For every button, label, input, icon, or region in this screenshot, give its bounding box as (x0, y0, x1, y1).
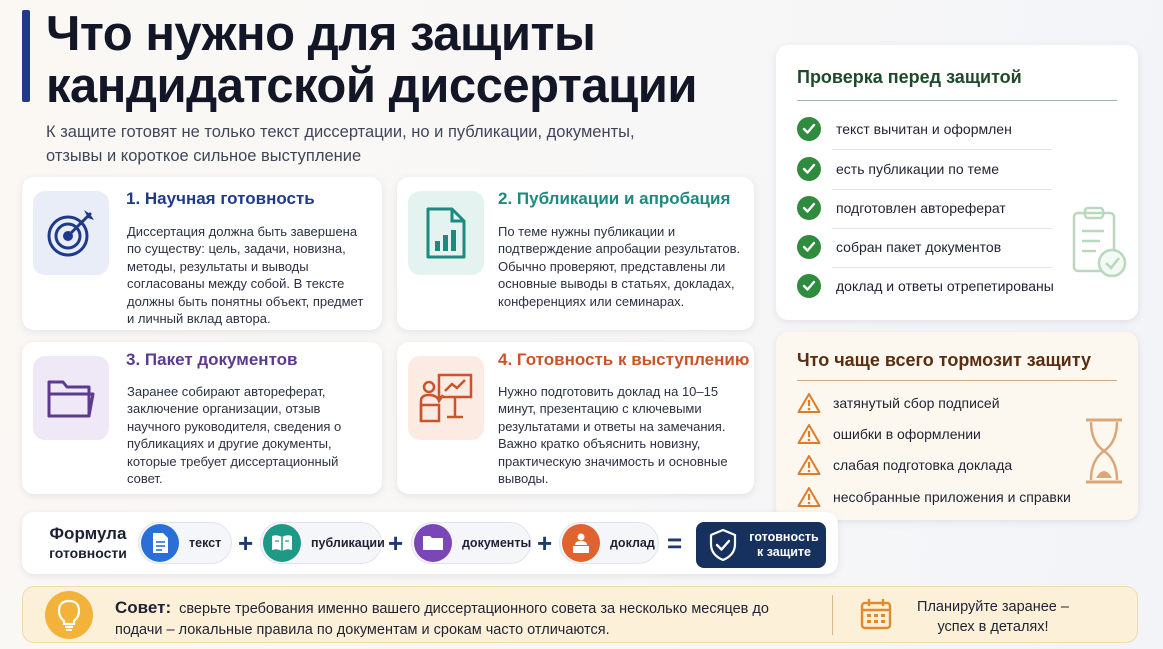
folder-icon (414, 524, 452, 562)
risk-item-label: затянутый сбор подписей (833, 395, 1000, 411)
checklist-item (797, 154, 999, 184)
risks-title: Что чаще всего тормозит защиту (797, 350, 1092, 370)
card-documents (22, 342, 382, 494)
formula-term-documents (411, 522, 531, 564)
readiness-formula (22, 512, 838, 574)
check-icon (797, 235, 821, 259)
presentation-icon (408, 356, 484, 440)
card-text: По теме нужны публикации и подтверждение апробации результатов. Обычно проверяют, представлены ли основные выводы в статьях, докладах, конференциях или семинарах. (498, 224, 741, 309)
checklist-item (797, 114, 1012, 144)
calendar-icon (859, 597, 893, 631)
speaker-icon (562, 524, 600, 562)
formula-label-line2: готовности (49, 545, 127, 561)
clipboard-check-icon (1068, 205, 1132, 281)
card-publications (397, 177, 754, 330)
check-icon (797, 196, 821, 220)
plus-sign: + (238, 528, 254, 558)
page-title: Что нужно для защиты кандидатской диссертации (46, 7, 697, 113)
risk-item-label: несобранные приложения и справки (833, 489, 1071, 505)
checklist-item-label: подготовлен автореферат (836, 200, 1006, 216)
card-heading: 3. Пакет документов (126, 350, 298, 369)
plus-sign: + (537, 528, 553, 558)
check-icon (797, 157, 821, 181)
book-icon (263, 524, 301, 562)
risk-item (797, 484, 1071, 510)
checklist-item (797, 232, 1001, 262)
checklist-divider (797, 100, 1117, 101)
title-accent-bar (22, 10, 30, 102)
shield-check-icon (708, 528, 738, 562)
row-divider (832, 149, 1052, 150)
card-text: Нужно подготовить доклад на 10–15 минут, презентацию с ключевыми результатами и ответы на замечания. Важно кратко объяснить новизну, практическую значимость и основные выводы. (498, 384, 728, 487)
formula-term-label: публикации (311, 536, 385, 550)
tip-lead: Совет: (115, 598, 172, 617)
lightbulb-icon (45, 591, 93, 639)
tip-banner (22, 586, 1138, 643)
formula-result (696, 522, 826, 568)
formula-term-text (138, 522, 232, 564)
warning-icon (797, 486, 821, 508)
card-heading: 1. Научная готовность (126, 189, 315, 208)
card-heading: 4. Готовность к выступлению (498, 350, 750, 369)
tip-divider (832, 595, 833, 635)
card-heading: 2. Публикации и апробация (498, 189, 731, 208)
checklist-item-label: собран пакет документов (836, 239, 1002, 255)
card-scientific-readiness (22, 177, 382, 330)
card-presentation (397, 342, 754, 494)
hourglass-icon (1082, 416, 1126, 486)
row-divider (832, 189, 1052, 190)
risks-panel (776, 332, 1138, 520)
warning-icon (797, 392, 821, 414)
formula-term-label: текст (189, 536, 222, 550)
formula-label-line1: Формула (49, 524, 127, 543)
page-subtitle: К защите готовят не только текст диссертации, но и публикации, документы, отзывы и короткое сильное выступление (46, 123, 635, 165)
document-icon (141, 524, 179, 562)
checklist-item-label: доклад и ответы отрепетированы (836, 278, 1054, 294)
formula-result-label: готовность к защите (749, 530, 819, 559)
warning-icon (797, 454, 821, 476)
risk-item (797, 452, 1012, 478)
target-icon (33, 191, 109, 275)
checklist-panel (776, 45, 1138, 320)
document-chart-icon (408, 191, 484, 275)
risk-item (797, 421, 981, 447)
checklist-item-label: текст вычитан и оформлен (836, 121, 1012, 137)
card-text: Диссертация должна быть завершена по существу: цель, задачи, новизна, методы, результаты и выводы согласованы между собой. В тексте должны быть понятны объект, предмет и личный вклад автора. (127, 224, 364, 327)
tip-side-note: Планируйте заранее – успех в деталях! (917, 599, 1069, 635)
formula-label (38, 524, 138, 562)
tip-body (115, 597, 815, 641)
checklist-item (797, 271, 1054, 301)
checklist-item (797, 193, 1006, 223)
formula-term-label: документы (462, 536, 532, 550)
equals-sign: = (667, 528, 683, 558)
risks-divider (797, 380, 1117, 381)
tip-text: сверьте требования именно вашего диссертационного совета за несколько месяцев до подачи – локальные правила по документам и срокам часто отличаются. (115, 601, 769, 638)
card-text: Заранее собирают автореферат, заключение организации, отзыв научного руководителя, сведения о публикациях и другие документы, которые требует диссертационный совет. (127, 384, 342, 487)
plus-sign: + (388, 528, 404, 558)
formula-term-label: доклад (610, 536, 655, 550)
checklist-title: Проверка перед защитой (797, 67, 1022, 87)
row-divider (832, 228, 1052, 229)
check-icon (797, 117, 821, 141)
formula-term-speech (559, 522, 659, 564)
risk-item (797, 390, 1000, 416)
check-icon (797, 274, 821, 298)
risk-item-label: слабая подготовка доклада (833, 457, 1013, 473)
formula-term-publications (260, 522, 385, 564)
risk-item-label: ошибки в оформлении (833, 426, 981, 442)
warning-icon (797, 423, 821, 445)
checklist-item-label: есть публикации по теме (836, 161, 999, 177)
row-divider (832, 267, 1052, 268)
folder-icon (33, 356, 109, 440)
